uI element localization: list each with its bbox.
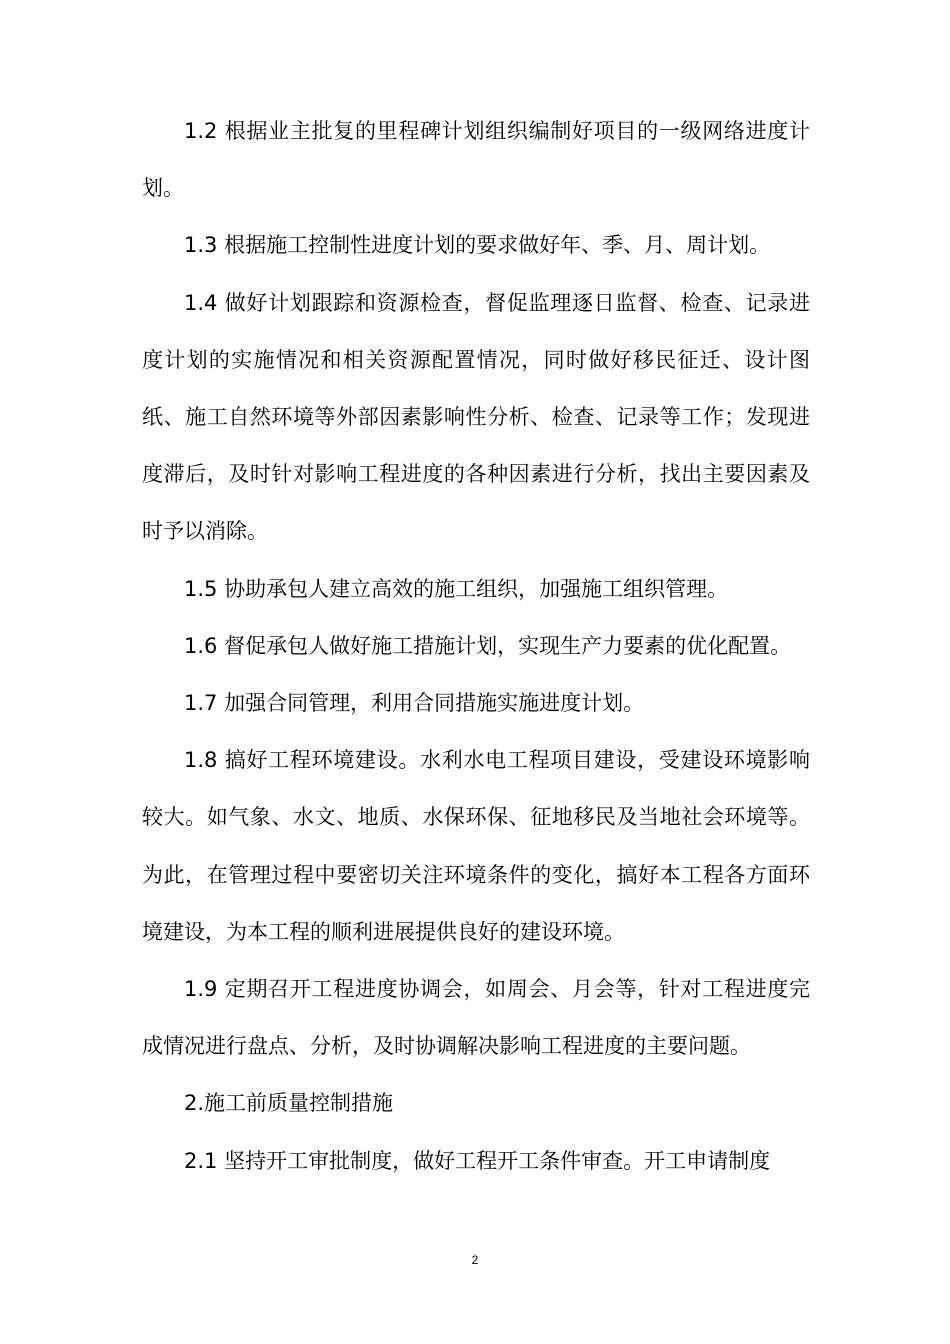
- paragraph-1-3: 1.3 根据施工控制性进度计划的要求做好年、季、月、周计划。: [184, 233, 771, 258]
- paragraph-1-8: 1.8 搞好工程环境建设。水利水电工程项目建设，受建设环境影响较大。如气象、水文、地质、水保环保、征地移民及当地社会环境等。为此，在管理过程中要密切关注环境条件的变化，搞好本工程各方面环境建设，为本工程的顺利进展提供良好的建设环境。: [142, 748, 810, 944]
- paragraph-1-4: 1.4 做好计划跟踪和资源检查，督促监理逐日监督、检查、记录进度计划的实施情况和相关资源配置情况，同时做好移民征迁、设计图纸、施工自然环境等外部因素影响性分析、检查、记录等工作；发现进度滞后，及时针对影响工程进度的各种因素进行分析，找出主要因素及时予以消除。: [142, 290, 810, 544]
- paragraph-1-5: 1.5 协助承包人建立高效的施工组织，加强施工组织管理。: [184, 576, 729, 601]
- paragraph-2-1: 2.1 坚持开工审批制度，做好工程开工条件审查。开工申请制度: [184, 1148, 771, 1173]
- document-body: [142, 103, 810, 1190]
- paragraph-1-9: 1.9 定期召开工程进度协调会，如周会、月会等，针对工程进度完成情况进行盘点、分析，及时协调解决影响工程进度的主要问题。: [142, 977, 810, 1059]
- paragraph-1-6: 1.6 督促承包人做好施工措施计划，实现生产力要素的优化配置。: [184, 633, 792, 658]
- page-number: 2: [471, 1253, 479, 1267]
- paragraph-1-7: 1.7 加强合同管理，利用合同措施实施进度计划。: [184, 691, 645, 716]
- section-heading-2: 2.施工前质量控制措施: [184, 1091, 394, 1116]
- paragraph-1-2: 1.2 根据业主批复的里程碑计划组织编制好项目的一级网络进度计划。: [142, 119, 810, 201]
